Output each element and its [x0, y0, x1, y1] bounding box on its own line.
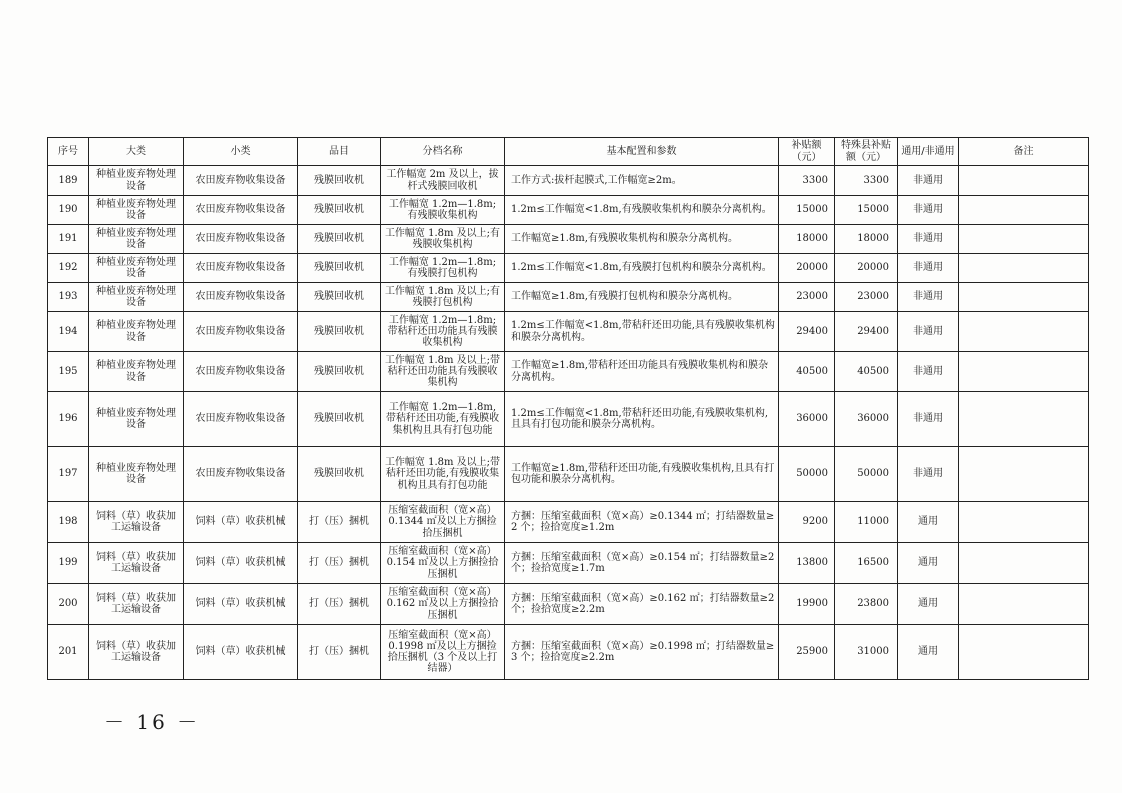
table-row: [48, 502, 1089, 543]
row-subsidy: 20000: [779, 254, 835, 283]
header-spec: 基本配置和参数: [505, 138, 779, 166]
row-grade: 工作幅宽 2m 及以上，拔杆式残膜回收机: [381, 166, 505, 196]
row-remark: [959, 225, 1089, 254]
table-row: [48, 283, 1089, 312]
subsidy-table: [47, 137, 1089, 680]
row-remark: [959, 502, 1089, 543]
row-subsidy: 23000: [779, 283, 835, 312]
row-no: 195: [48, 352, 89, 392]
row-special-subsidy: 50000: [835, 447, 898, 502]
row-no: 194: [48, 312, 89, 352]
row-subcategory: 农田废弃物收集设备: [184, 352, 298, 392]
row-item: 打（压）捆机: [298, 625, 381, 680]
row-category: 饲料（草）收获加工运输设备: [89, 625, 184, 680]
row-remark: [959, 196, 1089, 225]
row-general: 非通用: [898, 225, 959, 254]
row-subsidy: 13800: [779, 543, 835, 584]
row-subsidy: 19900: [779, 584, 835, 625]
row-spec: 方捆：压缩室截面积（宽×高）≥0.1998 ㎡；打结器数量≥3 个；捡拾宽度≥2.2m: [505, 625, 779, 680]
row-subsidy: 3300: [779, 166, 835, 196]
row-remark: [959, 312, 1089, 352]
header-subcategory: 小类: [184, 138, 298, 166]
table-row: [48, 254, 1089, 283]
row-subsidy: 15000: [779, 196, 835, 225]
table-row: [48, 543, 1089, 584]
row-no: 198: [48, 502, 89, 543]
row-category: 饲料（草）收获加工运输设备: [89, 502, 184, 543]
row-remark: [959, 283, 1089, 312]
row-subcategory: 饲料（草）收获机械: [184, 502, 298, 543]
row-category: 种植业废弃物处理设备: [89, 254, 184, 283]
table-row: [48, 584, 1089, 625]
row-subsidy: 50000: [779, 447, 835, 502]
row-subcategory: 农田废弃物收集设备: [184, 392, 298, 447]
row-item: 残膜回收机: [298, 254, 381, 283]
row-category: 种植业废弃物处理设备: [89, 392, 184, 447]
row-item: 残膜回收机: [298, 283, 381, 312]
row-category: 种植业废弃物处理设备: [89, 283, 184, 312]
row-subcategory: 饲料（草）收获机械: [184, 584, 298, 625]
row-subsidy: 29400: [779, 312, 835, 352]
row-special-subsidy: 31000: [835, 625, 898, 680]
header-remark: 备注: [959, 138, 1089, 166]
row-remark: [959, 543, 1089, 584]
row-grade: 工作幅宽 1.2m—1.8m;有残膜打包机构: [381, 254, 505, 283]
header-grade: 分档名称: [381, 138, 505, 166]
row-spec: 1.2m≤工作幅宽<1.8m,带秸秆还田功能,具有残膜收集机构和膜杂分离机构。: [505, 312, 779, 352]
row-special-subsidy: 36000: [835, 392, 898, 447]
header-item: 品目: [298, 138, 381, 166]
row-item: 打（压）捆机: [298, 543, 381, 584]
row-no: 191: [48, 225, 89, 254]
row-grade: 工作幅宽 1.8m 及以上;有残膜打包机构: [381, 283, 505, 312]
row-no: 190: [48, 196, 89, 225]
row-spec: 工作幅宽≥1.8m,有残膜收集机构和膜杂分离机构。: [505, 225, 779, 254]
row-special-subsidy: 18000: [835, 225, 898, 254]
row-item: 残膜回收机: [298, 447, 381, 502]
row-general: 非通用: [898, 166, 959, 196]
row-grade: 工作幅宽 1.2m—1.8m;带秸秆还田功能具有残膜收集机构: [381, 312, 505, 352]
row-grade: 工作幅宽 1.8m 及以上;有残膜收集机构: [381, 225, 505, 254]
row-general: 通用: [898, 502, 959, 543]
row-no: 201: [48, 625, 89, 680]
row-grade: 工作幅宽 1.8m 及以上;带秸秆还田功能具有残膜收集机构: [381, 352, 505, 392]
row-special-subsidy: 23000: [835, 283, 898, 312]
row-special-subsidy: 23800: [835, 584, 898, 625]
row-spec: 1.2m≤工作幅宽<1.8m,有残膜打包机构和膜杂分离机构。: [505, 254, 779, 283]
row-no: 196: [48, 392, 89, 447]
header-no: 序号: [48, 138, 89, 166]
row-item: 残膜回收机: [298, 166, 381, 196]
row-general: 非通用: [898, 196, 959, 225]
row-category: 种植业废弃物处理设备: [89, 225, 184, 254]
row-subcategory: 农田废弃物收集设备: [184, 447, 298, 502]
table-row: [48, 352, 1089, 392]
row-spec: 工作幅宽≥1.8m,带秸秆还田功能具有残膜收集机构和膜杂分离机构。: [505, 352, 779, 392]
row-subsidy: 18000: [779, 225, 835, 254]
row-spec: 工作方式:拔杆起膜式,工作幅宽≥2m。: [505, 166, 779, 196]
row-remark: [959, 447, 1089, 502]
row-subsidy: 25900: [779, 625, 835, 680]
row-general: 通用: [898, 584, 959, 625]
row-remark: [959, 392, 1089, 447]
table-row: [48, 196, 1089, 225]
row-subcategory: 农田废弃物收集设备: [184, 225, 298, 254]
row-special-subsidy: 16500: [835, 543, 898, 584]
header-general: 通用/非通用: [898, 138, 959, 166]
row-special-subsidy: 29400: [835, 312, 898, 352]
row-category: 种植业废弃物处理设备: [89, 196, 184, 225]
row-item: 残膜回收机: [298, 352, 381, 392]
table-row: [48, 392, 1089, 447]
row-spec: 方捆：压缩室截面积（宽×高）≥0.162 ㎡；打结器数量≥2 个；捡拾宽度≥2.2m: [505, 584, 779, 625]
row-no: 197: [48, 447, 89, 502]
header-special-subsidy: 特殊县补贴额（元）: [835, 138, 898, 166]
row-grade: 压缩室截面积（宽×高）0.162 ㎡及以上方捆捡拾压捆机: [381, 584, 505, 625]
row-grade: 压缩室截面积（宽×高）0.1344 ㎡及以上方捆捡拾压捆机: [381, 502, 505, 543]
row-general: 通用: [898, 625, 959, 680]
row-general: 非通用: [898, 254, 959, 283]
row-special-subsidy: 15000: [835, 196, 898, 225]
row-subcategory: 农田废弃物收集设备: [184, 312, 298, 352]
row-item: 残膜回收机: [298, 196, 381, 225]
row-special-subsidy: 20000: [835, 254, 898, 283]
table-row: [48, 312, 1089, 352]
row-general: 非通用: [898, 283, 959, 312]
row-subcategory: 农田废弃物收集设备: [184, 254, 298, 283]
row-remark: [959, 625, 1089, 680]
row-item: 残膜回收机: [298, 312, 381, 352]
row-remark: [959, 584, 1089, 625]
row-subsidy: 40500: [779, 352, 835, 392]
row-general: 非通用: [898, 447, 959, 502]
row-spec: 1.2m≤工作幅宽<1.8m,有残膜收集机构和膜杂分离机构。: [505, 196, 779, 225]
table-row: [48, 447, 1089, 502]
row-subcategory: 饲料（草）收获机械: [184, 625, 298, 680]
row-category: 种植业废弃物处理设备: [89, 447, 184, 502]
table-row: [48, 166, 1089, 196]
row-remark: [959, 352, 1089, 392]
row-no: 189: [48, 166, 89, 196]
row-item: 打（压）捆机: [298, 584, 381, 625]
row-category: 种植业废弃物处理设备: [89, 312, 184, 352]
row-spec: 工作幅宽≥1.8m,带秸秆还田功能,有残膜收集机构,且具有打包功能和膜杂分离机构。: [505, 447, 779, 502]
table-row: [48, 625, 1089, 680]
row-grade: 工作幅宽 1.2m—1.8m,带秸秆还田功能,有残膜收集机构且具有打包功能: [381, 392, 505, 447]
row-general: 非通用: [898, 392, 959, 447]
row-grade: 压缩室截面积（宽×高）0.154 ㎡及以上方捆捡拾压捆机: [381, 543, 505, 584]
row-no: 193: [48, 283, 89, 312]
row-item: 残膜回收机: [298, 392, 381, 447]
row-item: 残膜回收机: [298, 225, 381, 254]
row-special-subsidy: 11000: [835, 502, 898, 543]
row-special-subsidy: 40500: [835, 352, 898, 392]
row-category: 种植业废弃物处理设备: [89, 352, 184, 392]
row-grade: 工作幅宽 1.8m 及以上;带秸秆还田功能,有残膜收集机构且具有打包功能: [381, 447, 505, 502]
page-number: － 16 －: [104, 710, 201, 734]
row-item: 打（压）捆机: [298, 502, 381, 543]
row-no: 192: [48, 254, 89, 283]
row-subcategory: 饲料（草）收获机械: [184, 543, 298, 584]
row-special-subsidy: 3300: [835, 166, 898, 196]
row-general: 非通用: [898, 312, 959, 352]
row-grade: 压缩室截面积（宽×高）0.1998 ㎡及以上方捆捡拾压捆机（3 个及以上打结器）: [381, 625, 505, 680]
row-spec: 工作幅宽≥1.8m,有残膜打包机构和膜杂分离机构。: [505, 283, 779, 312]
row-category: 饲料（草）收获加工运输设备: [89, 584, 184, 625]
header-category: 大类: [89, 138, 184, 166]
header-subsidy: 补贴额（元）: [779, 138, 835, 166]
row-subsidy: 9200: [779, 502, 835, 543]
row-category: 种植业废弃物处理设备: [89, 166, 184, 196]
row-spec: 方捆：压缩室截面积（宽×高）≥0.1344 ㎡；打结器数量≥2 个；捡拾宽度≥1.2m: [505, 502, 779, 543]
row-subsidy: 36000: [779, 392, 835, 447]
row-remark: [959, 254, 1089, 283]
row-spec: 方捆：压缩室截面积（宽×高）≥0.154 ㎡；打结器数量≥2 个；捡拾宽度≥1.7m: [505, 543, 779, 584]
row-general: 非通用: [898, 352, 959, 392]
row-subcategory: 农田废弃物收集设备: [184, 196, 298, 225]
row-subcategory: 农田废弃物收集设备: [184, 283, 298, 312]
row-no: 199: [48, 543, 89, 584]
row-subcategory: 农田废弃物收集设备: [184, 166, 298, 196]
row-category: 饲料（草）收获加工运输设备: [89, 543, 184, 584]
table-header-row: [48, 138, 1089, 166]
table-row: [48, 225, 1089, 254]
row-spec: 1.2m≤工作幅宽<1.8m,带秸秆还田功能,有残膜收集机构,且具有打包功能和膜杂分离机构。: [505, 392, 779, 447]
row-grade: 工作幅宽 1.2m—1.8m;有残膜收集机构: [381, 196, 505, 225]
row-general: 通用: [898, 543, 959, 584]
row-remark: [959, 166, 1089, 196]
row-no: 200: [48, 584, 89, 625]
